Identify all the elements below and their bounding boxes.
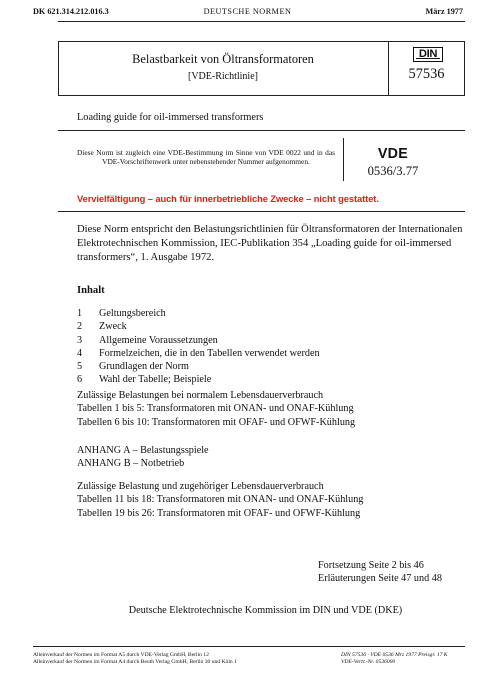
vde-notice: Diese Norm ist zugleich eine VDE-Bestimmung im Sinne von VDE 0022 und in das VDE-Vorschriftenwerk unter nebenstehender Nummer aufgenommen. <box>77 148 335 167</box>
explanation-pages: Erläuterungen Seite 47 und 48 <box>318 573 442 585</box>
tables-11-18-line: Tabellen 11 bis 18: Transformatoren mit ONAN- und ONAF-Kühlung <box>77 494 364 506</box>
tables-19-26-line: Tabellen 19 bis 26: Transformatoren mit OFAF- und OFWF-Kühlung <box>77 507 361 519</box>
english-title-rule <box>58 130 465 131</box>
footer-rule <box>33 646 465 647</box>
publisher-heading: DEUTSCHE NORMEN <box>203 7 292 16</box>
issue-date: März 1977 <box>425 7 463 16</box>
vde-divider <box>343 138 344 181</box>
dk-number: DK 621.314.212.016.3 <box>33 7 109 16</box>
list-item-text: Allgemeine Voraussetzungen <box>99 334 218 346</box>
normal-loading-tables <box>77 389 355 429</box>
list-item <box>77 360 320 373</box>
normal-loading-heading: Zulässige Belastungen bei normalem Lebensdauerverbrauch <box>77 390 324 401</box>
list-item <box>77 334 320 347</box>
life-consumption-tables <box>77 480 363 520</box>
vde-number: 0536/3.77 <box>367 164 419 178</box>
list-item-text: Grundlagen der Norm <box>99 361 189 373</box>
continuation-pages: Fortsetzung Seite 2 bis 46 <box>318 560 424 571</box>
din-logo: DIN <box>413 47 443 62</box>
continuation-note <box>318 559 442 586</box>
sales-notice-a5: Alleinverkauf der Normen im Format A5 durch VDE-Verlag GmbH, Berlin 12 <box>33 652 209 658</box>
contents-list <box>77 307 320 387</box>
din-number: 57536 <box>408 66 445 82</box>
catalog-info <box>341 652 448 667</box>
intro-paragraph: Diese Norm entspricht den Belastungsrichtlinien für Öltransformatoren der Internationalen Elektrotechnischen Kommission, IEC-Publikation 354 „Loading guide for oil-immersed transformers“, 1. Ausgabe 1972. <box>77 224 463 263</box>
life-consumption-heading: Zulässige Belastung und zugehöriger Lebensdauerverbrauch <box>77 481 324 492</box>
vde-order-number: VDE-Vertr.-Nr. 0536000 <box>341 659 396 666</box>
list-item <box>77 320 320 333</box>
list-item <box>77 307 320 320</box>
list-item-number: 4 <box>77 347 83 359</box>
list-item-number: 5 <box>77 361 83 373</box>
list-item-number: 2 <box>77 321 83 333</box>
list-item-text: Geltungsbereich <box>99 308 166 319</box>
list-item-number: 6 <box>77 374 83 386</box>
contents-heading: Inhalt <box>77 285 105 296</box>
issuing-commission: Deutsche Elektrotechnische Kommission im DIN und VDE (DKE) <box>128 605 403 616</box>
list-item-number: 1 <box>77 308 83 319</box>
annex-a-line: ANHANG A – Belastungsspiele <box>77 445 209 456</box>
header-rule <box>58 21 465 22</box>
list-item <box>77 347 320 360</box>
copy-notice-rule <box>58 211 465 212</box>
english-title: Loading guide for oil-immersed transformers <box>77 112 264 123</box>
list-item-text: Wahl der Tabelle; Beispiele <box>99 374 212 386</box>
tables-1-5-line: Tabellen 1 bis 5: Transformatoren mit ONAN- und ONAF-Kühlung <box>77 403 354 415</box>
document-title: Belastbarkeit von Öltransformatoren <box>132 52 314 66</box>
annex-b-line: ANHANG B – Notbetrieb <box>77 458 185 470</box>
tables-6-10-line: Tabellen 6 bis 10: Transformatoren mit OFAF- und OFWF-Kühlung <box>77 416 356 428</box>
document-subtitle: [VDE-Richtlinie] <box>188 71 258 82</box>
catalog-line: DIN 57536 · VDE 0536 Mrz 1977 Preisgr. 17 K <box>341 652 448 658</box>
list-item <box>77 373 320 386</box>
list-item-number: 3 <box>77 334 83 346</box>
sales-notice <box>33 652 237 667</box>
sales-notice-a4: Alleinverkauf der Normen im Format A4 durch Beuth Verlag GmbH, Berlin 30 und Köln 1 <box>33 659 237 666</box>
vde-label: VDE <box>377 146 409 162</box>
list-item-text: Formelzeichen, die in den Tabellen verwendet werden <box>99 347 320 359</box>
copy-notice: Vervielfältigung – auch für innerbetriebliche Zwecke – nicht gestattet. <box>77 193 379 204</box>
annex-list <box>77 444 209 471</box>
list-item-text: Zweck <box>99 321 127 333</box>
